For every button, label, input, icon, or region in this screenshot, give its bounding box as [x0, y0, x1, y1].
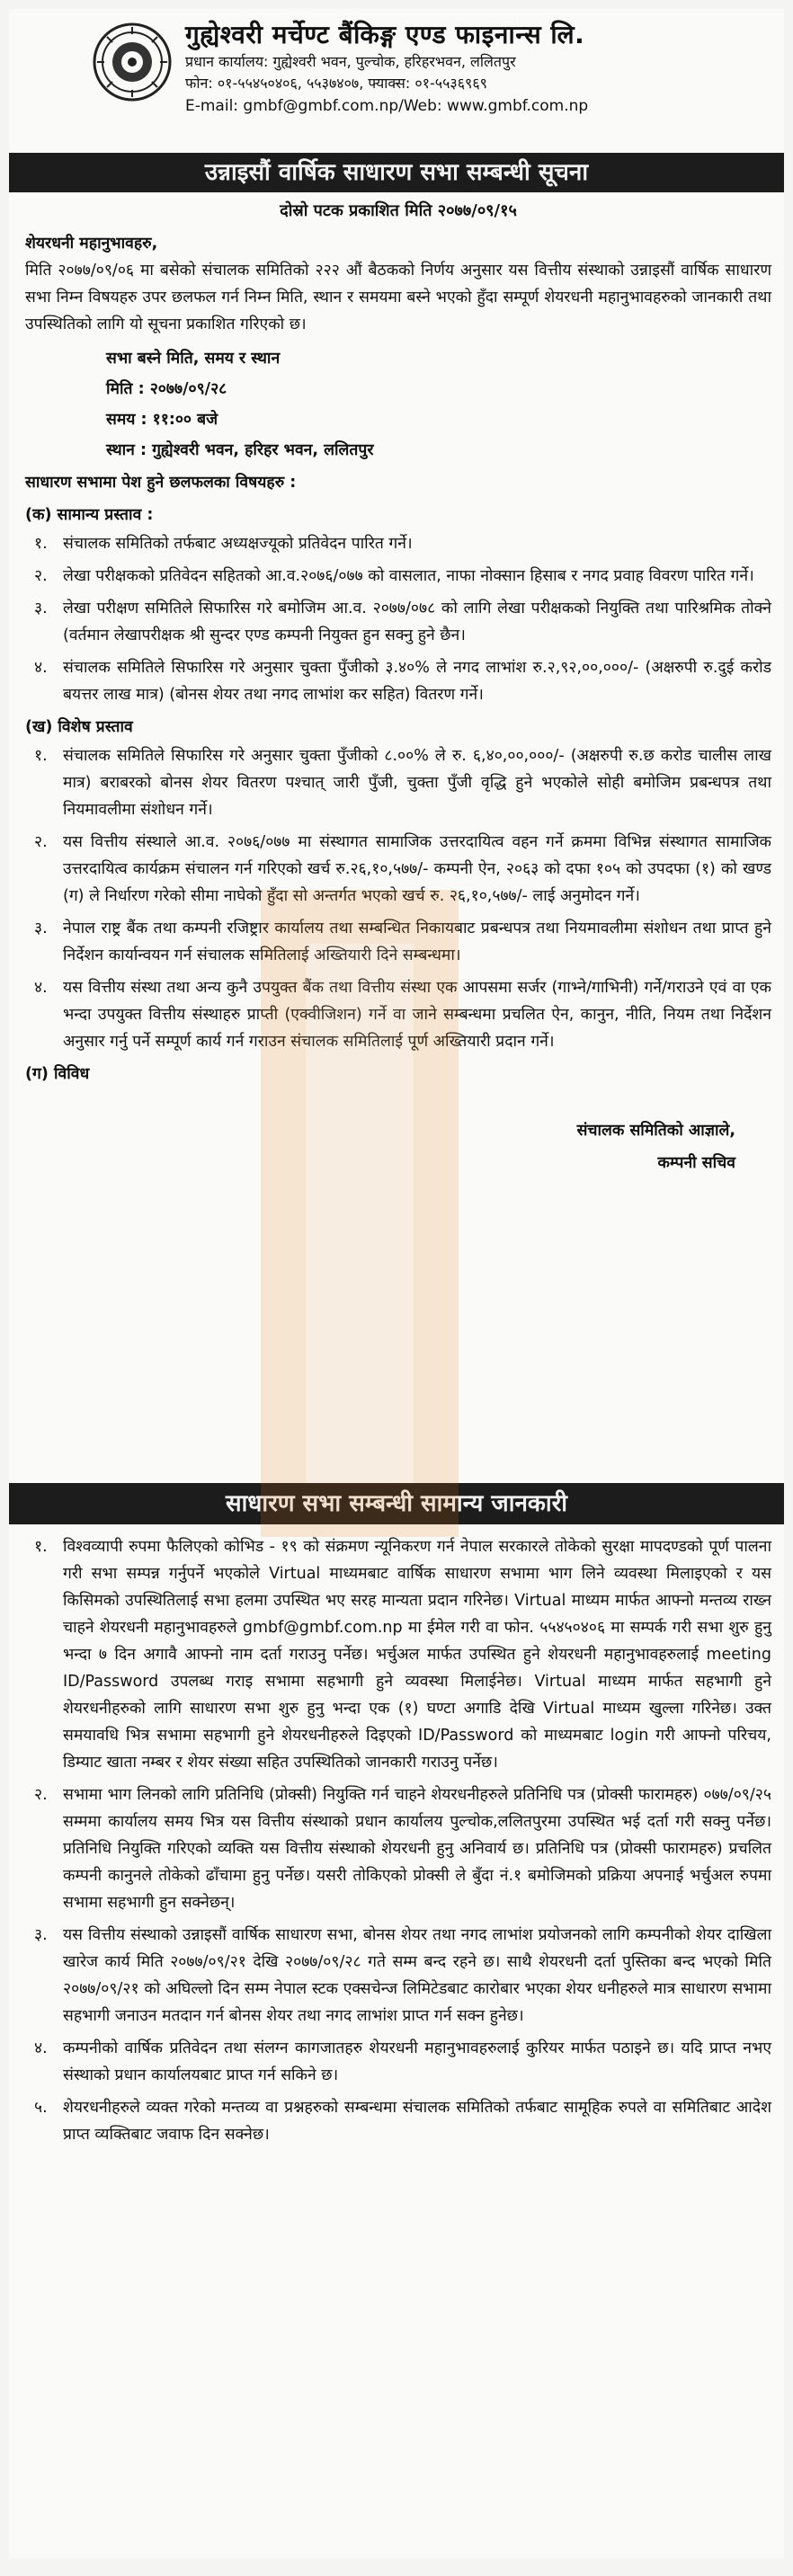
item-number: ५. [34, 2099, 48, 2117]
info-list [25, 1533, 771, 2148]
item-number: ३. [34, 1926, 48, 1944]
signature-title: कम्पनी सचिव [657, 1154, 735, 1172]
item-text: सभामा भाग लिनको लागि प्रतिनिधि (प्रोक्सी) नियुक्ति गर्न चाहने शेयरधनीहरुले प्रतिनिधि पत्र (प्रोक्सी फारामहरु) ०७७/०९/२५ सम्ममा कार्यालय समय भित्र यस वित्तीय संस्थाको प्रधान कार्यालय पुल्चोक,ललितपुरमा उपस्थित भई दर्ता गरी सक्नु पर्नेछ। प्रतिनिधि नियुक्ति गरिएको व्यक्ति यस वित्तीय संस्थाको शेयरधनी हुनु अनिवार्य छ। प्रतिनिधि पत्र (प्रोक्सी फारामहरु) प्रचलित कम्पनी कानुनले तोकेको ढाँचामा हुनु पर्नेछ। यसरी तोकिएको प्रोक्सी ले बुँदा नं.१ बमोजिमको प्रक्रिया अपनाई भर्चुअल रुपमा सभामा सहभागी हुन सक्नेछन्। [63, 1786, 771, 1912]
special-heading: (ख) विशेष प्रस्ताव [25, 718, 133, 736]
item-text: कम्पनीको वार्षिक प्रतिवेदन तथा संलग्न कागजातहरु शेयरधनी महानुभावहरुलाई कुरियर मार्फत पठाइने छ। यदि प्राप्त नभए संस्थाको प्रधान कार्यालयबाट प्राप्त गर्न सकिने छ। [63, 2039, 771, 2084]
item-number: १. [34, 535, 48, 553]
list-item [25, 742, 771, 823]
list-item [25, 974, 771, 1055]
item-number: ४. [34, 659, 48, 677]
item-number: १. [34, 1538, 48, 1556]
special-list [25, 742, 771, 1055]
meeting-date: मिति : २०७७/०९/२८ [106, 380, 227, 398]
list-item [25, 1922, 771, 2030]
ordinary-list [25, 530, 771, 708]
address-line: प्रधान कार्यालय: गुह्येश्वरी भवन, पुल्चोक, हरिहरभवन, ललितपुर [185, 53, 516, 70]
intro-paragraph: मिति २०७७/०९/०६ मा बसेको संचालक समितिको २२२ औं बैठकको निर्णय अनुसार यस वित्तीय संस्थाको उन्नाइसौं वार्षिक साधारण सभा निम्न विषयहरु उपर छलफल गर्न निम्न मिति, स्थान र समयमा बस्ने भएको हुँदा सम्पूर्ण शेयरधनी महानुभावहरुको जानकारी तथा उपस्थितिको लागि यो सूचना प्रकाशित गरिएको छ। [25, 262, 771, 333]
notice-page [9, 9, 784, 2558]
company-logo-icon [92, 22, 173, 102]
item-text: यस वित्तीय संस्था तथा अन्य कुनै उपयुक्त बैंक तथा वित्तीय संस्था एक आपसमा सर्जर (गाभ्ने/गाभिनी) गर्ने/गराउने एवं वा एक भन्दा उपयुक्त वित्तीय संस्थाहरु प्राप्ती (एक्वीजिशन) गर्ने वा जाने सम्बन्धमा प्रचलित ऐन, कानुन, नीति, नियम तथा निर्देशन अनुसार गर्नु पर्ने सम्पूर्ण कार्य गर्न गराउन संचालक समितिलाई पूर्ण अख्तियारी प्रदान गर्ने। [63, 979, 771, 1051]
signature-block [25, 1115, 735, 1179]
signature-line: संचालक समितिको आज्ञाले, [576, 1122, 735, 1140]
ordinary-heading: (क) सामान्य प्रस्ताव : [25, 506, 154, 524]
info-body [25, 1533, 771, 2154]
company-name: गुह्येश्वरी मर्चेण्ट बैंकिङ्ग एण्ड फाइनान्स लि. [185, 20, 585, 49]
list-item [25, 1781, 771, 1916]
item-text: लेखा परीक्षण समितिले सिफारिस गरे बमोजिम आ.व. २०७७/०७८ को लागि लेखा परीक्षकको नियुक्ति तथा पारिश्रमिक तोक्ने (वर्तमान लेखापरीक्षक श्री सुन्दर एण्ड कम्पनी नियुक्त हुन सक्नु हुने छैन। [63, 600, 771, 644]
item-number: २. [34, 567, 48, 585]
company-header [9, 9, 784, 155]
item-text: शेयरधनीहरुले व्यक्त गरेको मन्तव्य वा प्रश्नहरुको सम्बन्धमा संचालक समितिको तर्फबाट सामूहिक रुपले वा समितिबाट आदेश प्राप्त व्यक्तिबाट जवाफ दिन सक्नेछ। [63, 2099, 771, 2144]
item-text: यस वित्तीय संस्थाको उन्नाइसौं वार्षिक साधारण सभा, बोनस शेयर तथा नगद लाभांश प्रयोजनको लागि कम्पनीको शेयर दाखिला खारेज कार्य मिति २०७७/०९/२१ देखि २०७७/०९/२८ गते सम्म बन्द रहने छ। साथै शेयरधनी दर्ता पुस्तिका बन्द भएको मिति २०७७/०९/२१ को अघिल्लो दिन सम्म नेपाल स्टक एक्सचेन्ज लिमिटेडबाट कारोबार भएका शेयर धनीहरुले मात्र साधारण सभामा सहभागी जनाउन मतदान गर्न बोनस शेयर तथा नगद लाभांश प्राप्त गर्न सक्न हुनेछ। [63, 1926, 771, 2025]
list-item [25, 2035, 771, 2089]
email-web-line: E-mail: gmbf@gmbf.com.np/Web: www.gmbf.com.np [185, 97, 589, 115]
salutation: शेयरधनी महानुभावहरु, [25, 235, 158, 253]
item-text: संचालक समितिको तर्फबाट अध्यक्षज्यूको प्रतिवेदन पारित गर्ने। [63, 535, 413, 553]
company-info [185, 20, 770, 117]
list-item [25, 563, 771, 590]
meeting-time: समय : ११:०० बजे [106, 411, 218, 429]
list-item [25, 915, 771, 969]
list-item [25, 829, 771, 910]
item-text: संचालक समितिले सिफारिस गरे अनुसार चुक्ता पुँजीको ३.४०% ले नगद लाभांश रु.२,९२,००,०००/- (अक्षरुपी रु.दुई करोड बयत्तर लाख मात्र) (बोनस शेयर तथा नगद लाभांश कर सहित) वितरण गर्ने। [63, 659, 771, 704]
item-text: नेपाल राष्ट्र बैंक तथा कम्पनी रजिष्ट्रार कार्यालय तथा सम्बन्धित निकायबाट प्रबन्धपत्र तथा नियमावलीमा संशोधन तथा प्राप्त हुने निर्देशन कार्यान्वयन गर्न संचालक समितिलाई अख्तियारी दिने सम्बन्धमा। [63, 919, 771, 964]
phone-line: फोन: ०१-५५४५०४०६, ५५३७४०७, फ्याक्स: ०१-५५३६९६९ [185, 75, 487, 92]
meeting-heading: सभा बस्ने मिति, समय र स्थान [106, 350, 281, 368]
item-text: लेखा परीक्षकको प्रतिवेदन सहितको आ.व.२०७६/०७७ को वासलात, नाफा नोक्सान हिसाब र नगद प्रवाह विवरण पारित गर्ने। [63, 567, 754, 585]
item-number: ३. [34, 919, 48, 937]
notice-body [25, 198, 771, 1179]
item-number: १. [34, 747, 48, 765]
list-item [25, 2094, 771, 2148]
item-text: संचालक समितिले सिफारिस गरे अनुसार चुक्ता पुँजीको ८.००% ले रु. ६,४०,००,०००/- (अक्षरुपी रु.छ करोड चालीस लाख मात्र) बराबरको बोनस शेयर वितरण पश्चात् जारी पुँजी, चुक्ता पुँजी वृद्धि हुने भएकोले सोही बमोजिम प्रबन्धपत्र तथा नियमावलीमा संशोधन गर्ने। [63, 747, 771, 819]
item-number: ४. [34, 979, 48, 997]
item-number: २. [34, 1786, 48, 1804]
notice-title: उन्नाइसौं वार्षिक साधारण सभा सम्बन्धी सूचना [9, 153, 784, 192]
list-item [25, 595, 771, 649]
item-number: ४. [34, 2039, 48, 2057]
list-item [25, 654, 771, 708]
republish-date: दोस्रो पटक प्रकाशित मिति २०७७/०९/१५ [280, 201, 517, 220]
list-item [25, 530, 771, 557]
item-text: विश्वव्यापी रुपमा फैलिएको कोभिड - १९ को संक्रमण न्यूनिकरण गर्न नेपाल सरकारले तोकेको सुरक्षा मापदण्डको पूर्ण पालना गरी सभा सम्पन्न गर्नुपर्ने भएकोले Virtual माध्यमबाट वार्षिक साधारण सभामा भाग लिने व्यवस्था मिलाइएको र यस किसिमको उपस्थितिलाई सभा हलमा उपस्थित भए सरह मान्यता प्रदान गरिनेछ। Virtual माध्यम मार्फत आफ्नो मन्तव्य राख्न चाहने शेयरधनी महानुभावहरुले gmbf@gmbf.com.np मा ईमेल गरी वा फोन. ५५४५०४०६ मा सम्पर्क गरी सभा शुरु हुनु भन्दा ७ दिन अगावै आफ्नो नाम दर्ता गराउनु पर्नेछ। भर्चुअल मार्फत उपस्थित हुने शेयरधनी महानुभावहरुलाई meeting ID/Password उपलब्ध गराइ सभामा सहभागी हुने व्यवस्था मिलाईनेछ। Virtual माध्यम मार्फत सहभागी हुने शेयरधनीहरुको लागि साधारण सभा शुरु हुनु भन्दा एक (१) घण्टा अगाडि देखि Virtual माध्यम खुल्ला गरिनेछ। उक्त समयावधि भित्र सभामा सहभागी हुने शेयरधनीहरुले दिइएको ID/Password को माध्यमबाट login गरी आफ्नो परिचय, डिम्याट खाता नम्बर र शेयर संख्या सहित उपस्थितिको जानकारी गराउनु पर्नेछ। [63, 1538, 771, 1772]
item-number: ३. [34, 600, 48, 617]
item-text: यस वित्तीय संस्थाले आ.व. २०७६/०७७ मा संस्थागत सामाजिक उत्तरदायित्व वहन गर्ने क्रममा विभिन्न संस्थागत सामाजिक उत्तरदायित्व कार्यक्रम संचालन गर्न गरिएको खर्च रु.२६,१०,५७७/- कम्पनी ऐन, २०६३ को दफा १०५ को उपदफा (१) को खण्ड (ग) ले निर्धारण गरेको सीमा नाघेको हुँदा सो अन्तर्गत भएको खर्च रु. २६,१०,५७७/- लाई अनुमोदन गर्ने। [63, 833, 771, 905]
agenda-heading: साधारण सभामा पेश हुने छलफलका विषयहरु : [25, 474, 297, 492]
meeting-venue: स्थान : गुह्येश्वरी भवन, हरिहर भवन, ललितपुर [106, 441, 374, 459]
item-number: २. [34, 833, 48, 851]
info-title: साधारण सभा सम्बन्धी सामान्य जानकारी [9, 1483, 784, 1524]
list-item [25, 1533, 771, 1776]
meeting-details [106, 343, 771, 466]
misc-heading: (ग) विविध [25, 1065, 90, 1083]
